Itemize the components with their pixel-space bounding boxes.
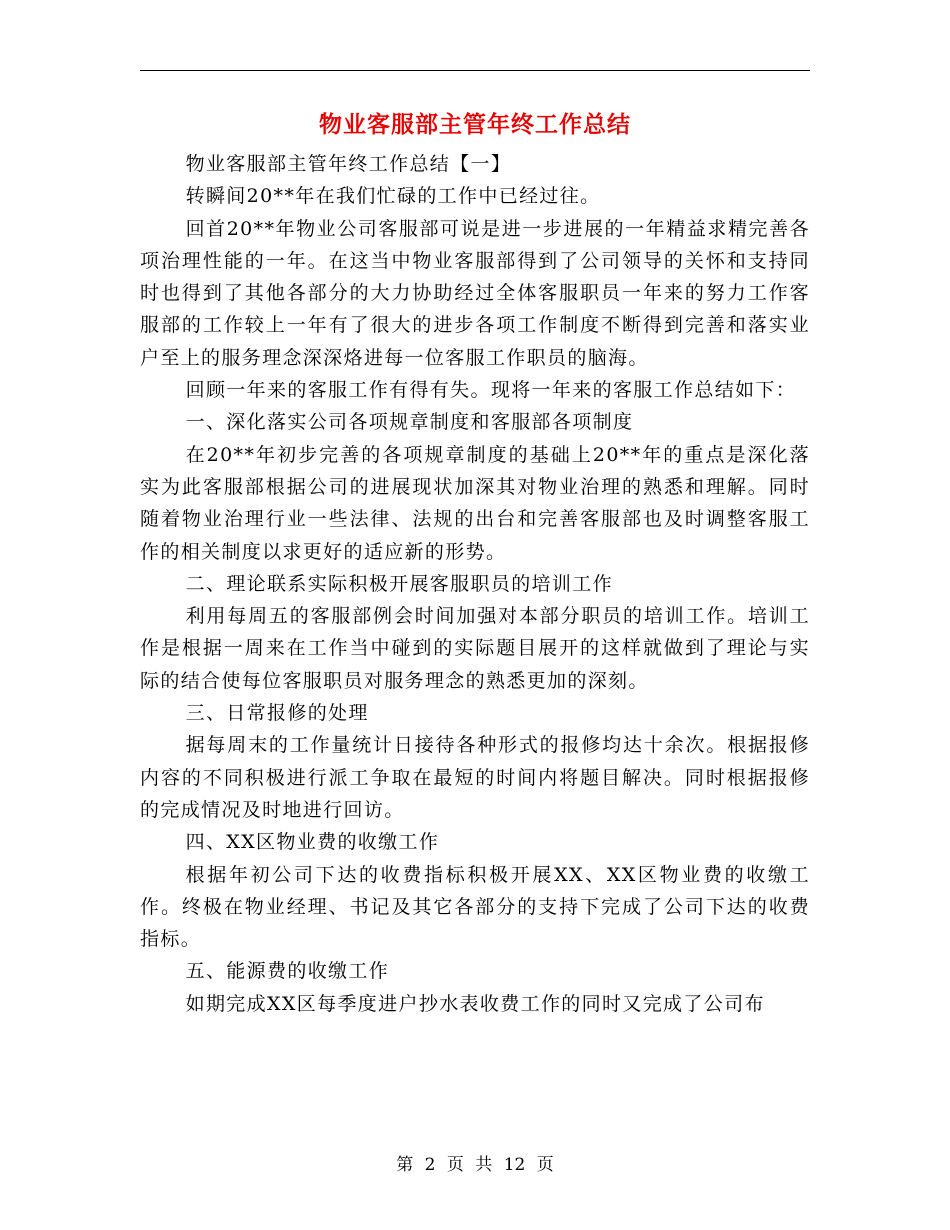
body-paragraph: 转瞬间20**年在我们忙碌的工作中已经过往。: [185, 185, 601, 208]
body-paragraph: 利用每周五的客服部例会时间加强对本部分职员的培训工作。培训工作是根据一周来在工作当中碰到的实际题目展开的这样就做到了理论与实际的结合使每位客服职员对服务理念的熟悉更加的深刻。: [140, 605, 810, 692]
document-title: 物业客服部主管年终工作总结: [319, 111, 631, 138]
body-paragraph: 在20**年初步完善的各项规章制度的基础上20**年的重点是深化落实为此客服部根据公司的进展现状加深其对物业治理的熟悉和理解。同时随着物业治理行业一些法律、法规的出台和完善客服部也及时调整客服工作的相关制度以求更好的适应新的形势。: [140, 443, 810, 563]
body-paragraph: 回顾一年来的客服工作有得有失。现将一年来的客服工作总结如下：: [185, 379, 797, 402]
page-number: 第 2 页 共 12 页: [396, 1155, 554, 1175]
body-paragraph: 据每周末的工作量统计日接待各种形式的报修均达十余次。根据报修内容的不同积极进行派工争取在最短的时间内将题目解决。同时根据报修的完成情况及时地进行回访。: [140, 734, 810, 821]
body-paragraph: 回首20**年物业公司客服部可说是进一步进展的一年精益求精完善各项治理性能的一年。在这当中物业客服部得到了公司领导的关怀和支持同时也得到了其他各部分的大力协助经过全体客服职员一年来的努力工作客服部的工作较上一年有了很大的进步各项工作制度不断得到完善和落实业户至上的服务理念深深烙进每一位客服工作职员的脑海。: [140, 217, 810, 369]
body-paragraph: 如期完成XX区每季度进户抄水表收费工作的同时又完成了公司布: [185, 992, 765, 1015]
section-heading: 一、深化落实公司各项规章制度和客服部各项制度: [185, 411, 634, 434]
body-paragraph: 物业客服部主管年终工作总结【一】: [185, 153, 512, 175]
header-rule: [140, 70, 810, 71]
section-heading: 五、能源费的收缴工作: [185, 960, 390, 983]
section-heading: 二、理论联系实际积极开展客服职员的培训工作: [185, 572, 613, 595]
document-body: [140, 148, 810, 1020]
section-heading: 四、XX区物业费的收缴工作: [185, 831, 440, 854]
section-heading: 三、日常报修的处理: [185, 702, 369, 725]
body-paragraph: 根据年初公司下达的收费指标积极开展XX、XX区物业费的收缴工作。终极在物业经理、书记及其它各部分的支持下完成了公司下达的收费指标。: [140, 863, 810, 951]
